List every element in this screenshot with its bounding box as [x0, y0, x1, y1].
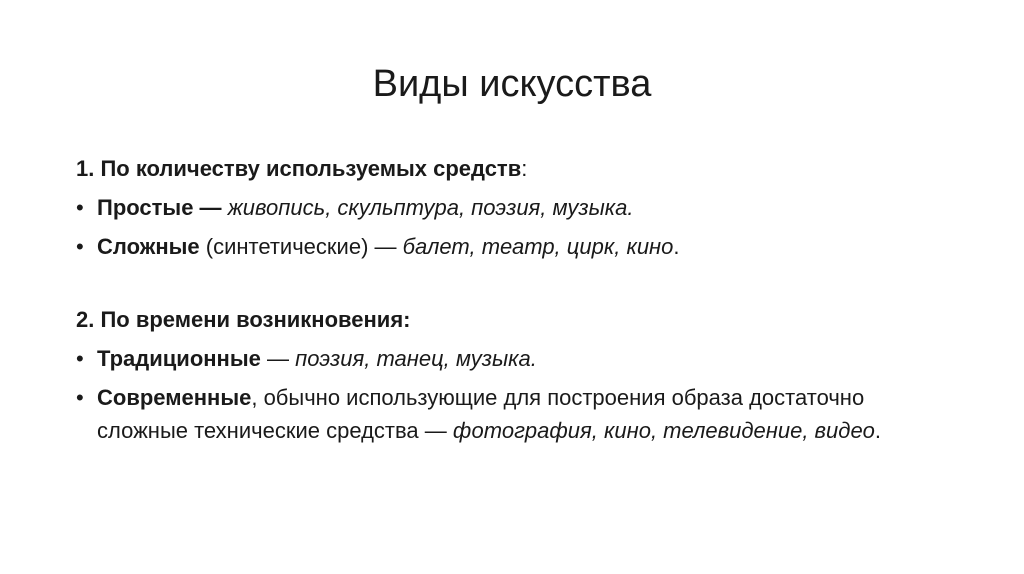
section-2-heading-text: 2. По времени возникновения: [76, 307, 411, 332]
end-modern: . [874, 418, 882, 443]
examples-traditional: поэзия, танец, музыка. [295, 346, 537, 371]
section-1-heading [76, 152, 956, 185]
slide-content [76, 152, 956, 447]
list-item-simple [76, 191, 956, 224]
slide-title: Виды искусства [372, 63, 652, 105]
term-traditional: Традиционные [97, 346, 261, 371]
examples-modern: фотография, кино, телевидение, видео [452, 418, 875, 443]
term-simple [97, 195, 228, 220]
list-item-complex [76, 230, 956, 263]
note-traditional: — [260, 346, 296, 371]
term-simple-sep: — [193, 195, 228, 220]
section-1-heading-suffix: : [521, 156, 528, 181]
note-modern: , обычно использующие для построения образа достаточно сложные технические средства — [97, 385, 865, 443]
examples-simple: живопись, скульптура, поэзия, музыка. [227, 195, 634, 220]
end-complex: . [673, 234, 680, 259]
term-complex: Сложные [97, 234, 200, 259]
term-simple-text: Простые [97, 195, 194, 220]
section-1-heading-text: 1. По количеству используемых средств [76, 156, 522, 181]
section-2-heading [76, 303, 956, 336]
term-modern: Современные [97, 385, 252, 410]
note-complex: (синтетические) — [199, 234, 403, 259]
section-1-list [76, 191, 956, 263]
examples-complex: балет, театр, цирк, кино [402, 234, 674, 259]
section-gap [76, 263, 956, 303]
section-2-list [76, 342, 956, 447]
list-item-modern [76, 381, 956, 447]
list-item-traditional [76, 342, 956, 375]
